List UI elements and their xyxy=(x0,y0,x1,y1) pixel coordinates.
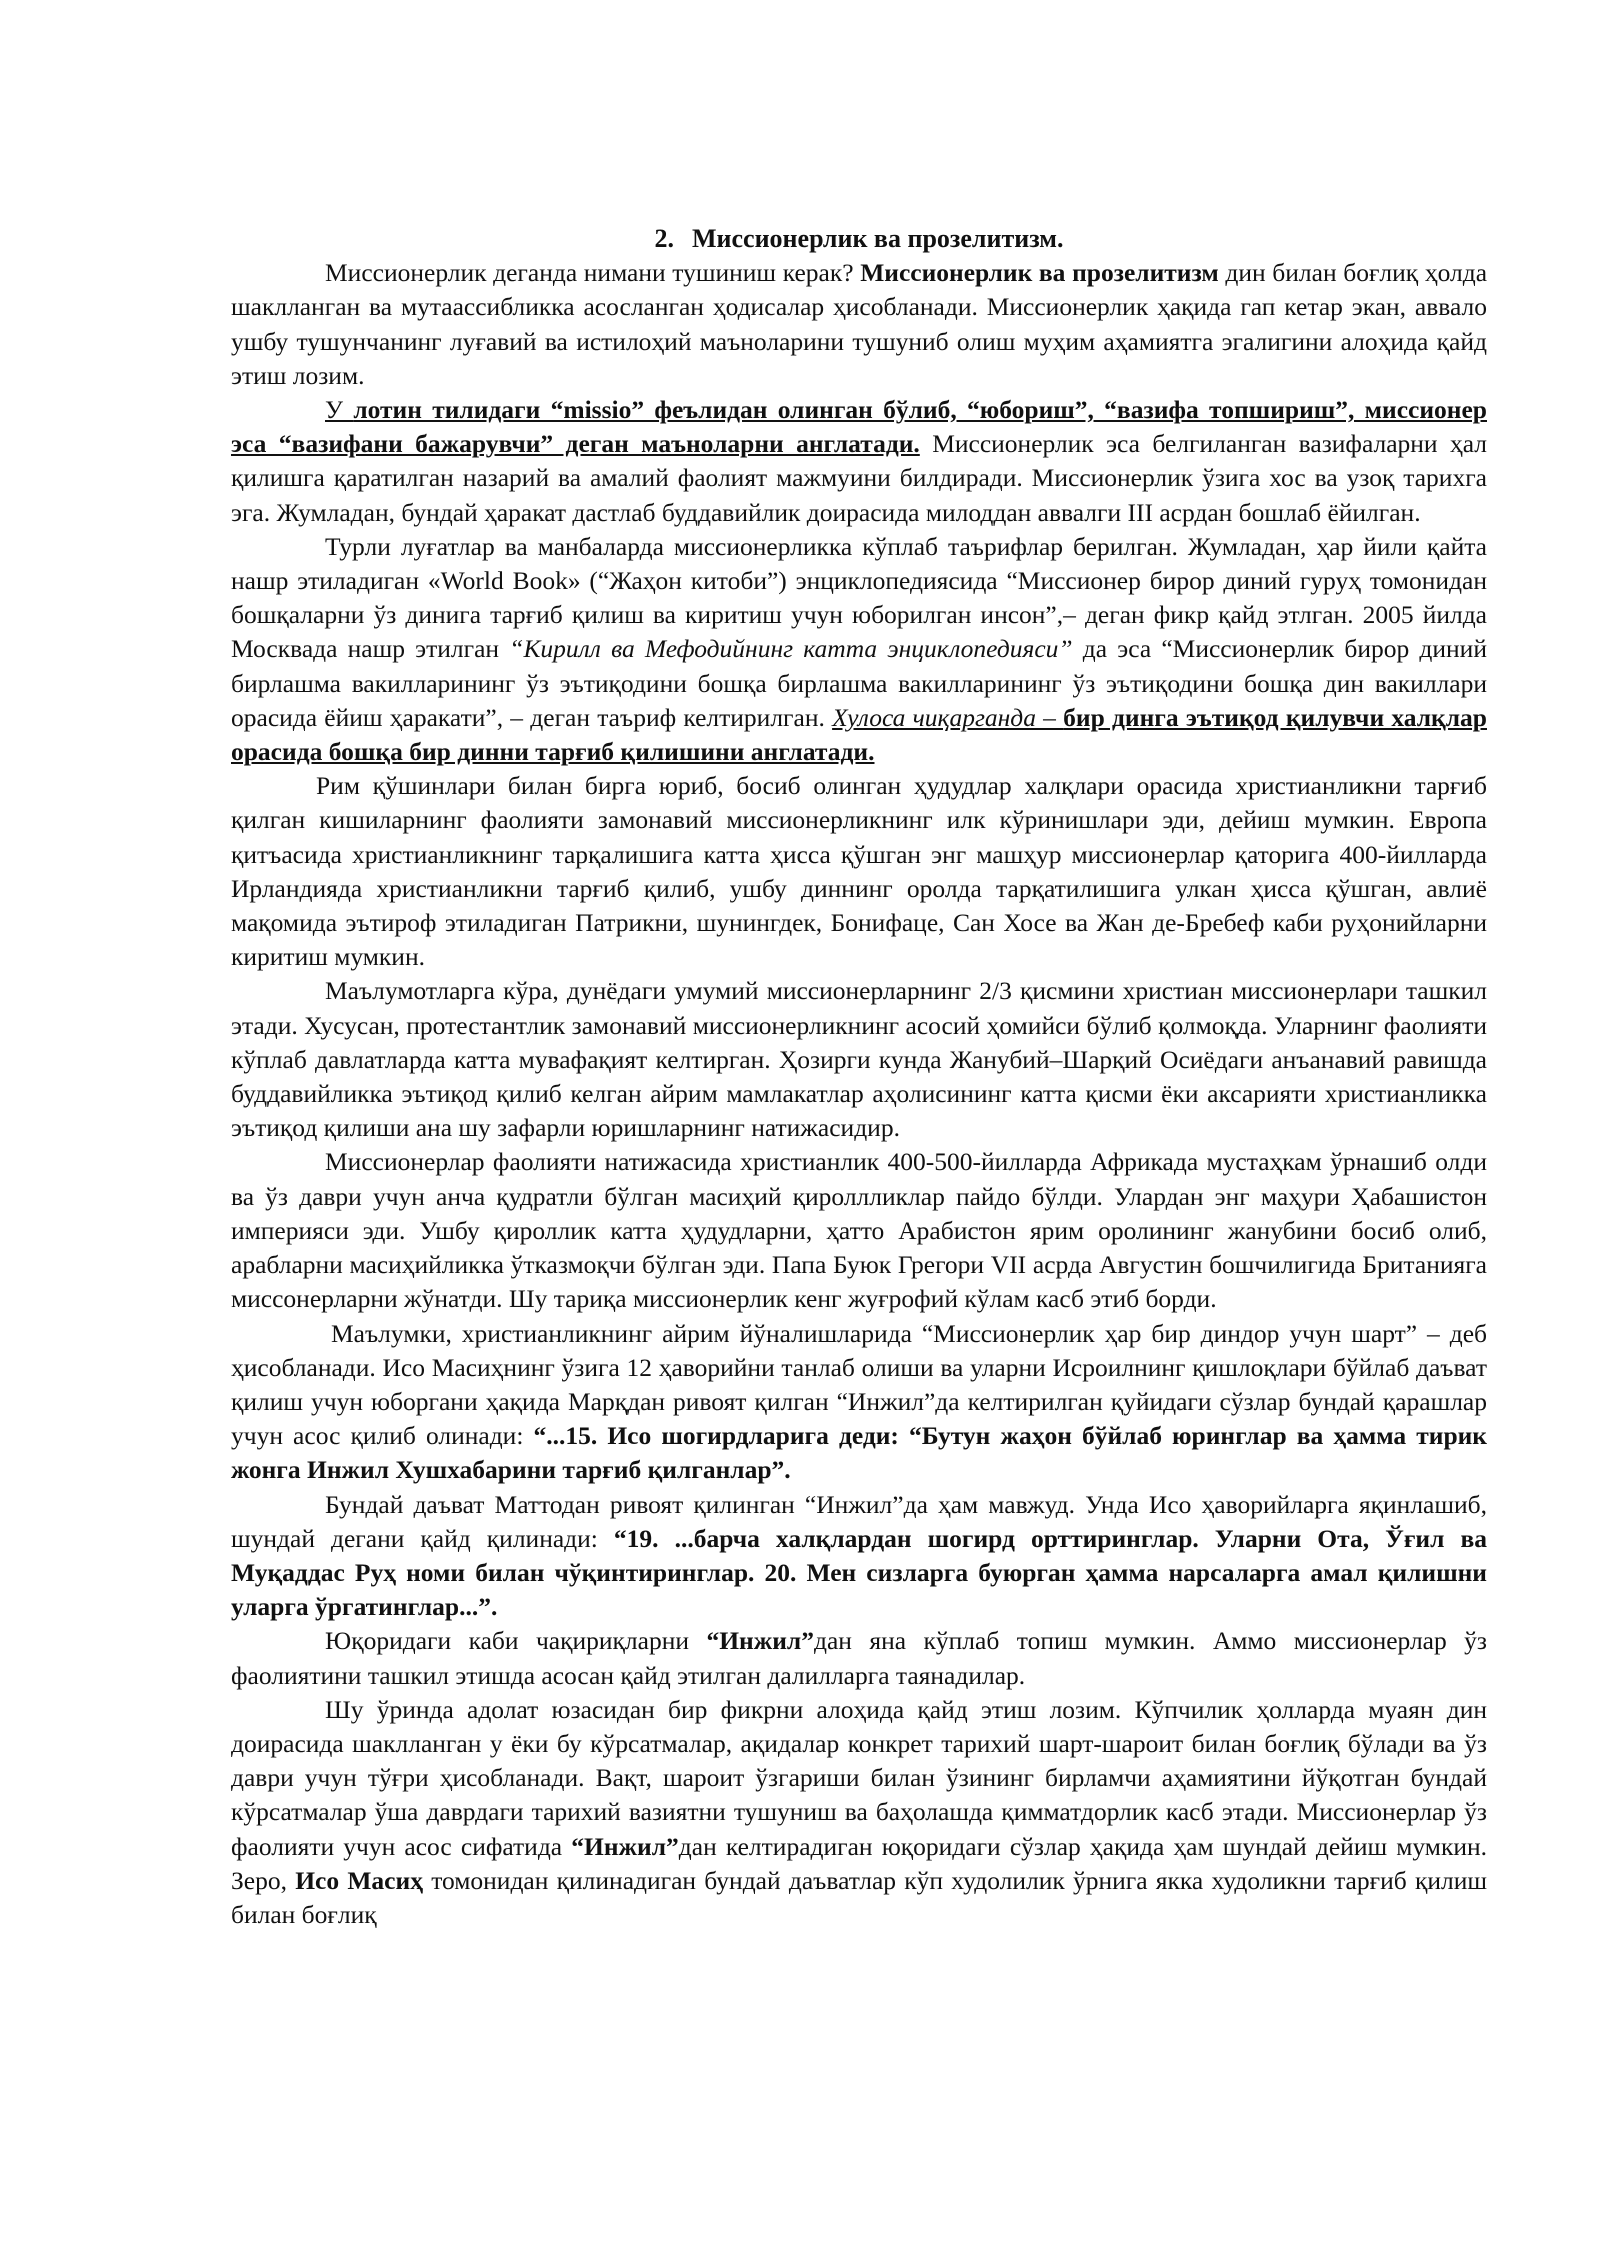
paragraph-9-text-c: дан яна кўплаб топиш мумкин. Аммо миссионерлар ўз фаолиятини ташкил этишда асосан қайд этилган далилларга таянадилар. xyxy=(231,1626,1487,1690)
paragraph-9-bold-term: “Инжил” xyxy=(706,1626,814,1656)
paragraph-1 xyxy=(231,256,1487,393)
paragraph-7 xyxy=(231,1317,1487,1488)
paragraph-10 xyxy=(231,1693,1487,1932)
paragraph-3-text-c: да эса “Миссионерлик бирор диний бирлашма вакилларининг ўз эътиқодини бошқа бирлашма вакилларининг ўз эътиқодини бошқа дин вакиллари орасида ёйиш ҳаракати”, – деган таъриф келтирилган. xyxy=(231,634,1487,732)
paragraph-7-bold-quote: “...15. Исо шогирдларига деди: “Бутун жаҳон бўйлаб юринглар ва ҳамма тирик жонга Инжил Хушхабарини тарғиб қилганлар”. xyxy=(231,1421,1488,1485)
section-number: 2. xyxy=(654,224,674,253)
paragraph-3-conclusion-lead: Хулоса чиқарганда – xyxy=(832,702,1064,732)
paragraph-2 xyxy=(231,393,1487,530)
paragraph-8-text-a: Бундай даъват Маттодан ривоят қилинган “Инжил”да ҳам мавжуд. Унда Исо ҳаворийларга яқинлашиб, шундай дегани қайд қилинади: xyxy=(231,1489,1487,1553)
paragraph-1-bold-term: Миссионерлик ва прозелитизм xyxy=(860,258,1219,288)
paragraph-9-text-a: Юқоридаги каби чақириқларни xyxy=(325,1626,707,1656)
paragraph-8 xyxy=(231,1488,1487,1625)
paragraph-1-text-c: дин билан боғлиқ ҳолда шаклланган ва мутаассибликка асосланган ҳодисалар ҳисобланади. Миссионерлик ҳақида гап кетар экан, аввало ушбу тушунчанинг луғавий ва истилоҳий маъноларини тушуниб олиш муҳим аҳамиятга эгалигини алоҳида қайд этиш лозим. xyxy=(231,258,1488,390)
paragraph-10-text-a: Шу ўринда адолат юзасидан бир фикрни алоҳида қайд этиш лозим. Кўпчилик ҳолларда муаян дин доирасида шаклланган у ёки бу кўрсатмалар, ақидалар конкрет тарихий шарт-шароит билан боғлиқ бўлади ва ўз даври учун тўғри ҳисобланади. Вақт, шароит ўзгариши билан ўзининг бирламчи аҳамиятини йўқотган бундай кўрсатмалар ўша даврдаги тарихий вазиятни тушуниш ва баҳолашда қимматдорлик касб этади. Миссионерлар ўз фаолияти учун асос сифатида xyxy=(231,1694,1487,1861)
paragraph-6: Миссионерлар фаолияти натижасида христианлик 400-500-йилларда Африкада мустаҳкам ўрнашиб олди ва ўз даври учун анча қудратли бўлган масиҳий қироллликлар пайдо бўлди. Улардан энг маҳури Ҳабашистон империяси эди. Ушбу қироллик катта ҳудудларни, ҳатто Арабистон ярим оролининг жанубини босиб олиб, арабларни масиҳийликка ўтказмоқчи бўлган эди. Папа Буюк Грегори VII асрда Августин бошчилигида Британияга миссонерларни жўнатди. Шу тариқа миссионерлик кенг жуғрофий кўлам касб этиб борди. xyxy=(231,1147,1487,1314)
paragraph-2-text-c: Миссионерлик эса белгиланган вазифаларни ҳал қилишга қаратилган назарий ва амалий фаолият мажмуини билдиради. Миссионерлик ўзига хос ва узоқ тарихга эга. Жумладан, бундай ҳаракат дастлаб буддавийлик доирасида милоддан аввалги III асрдан бошлаб ёйилган. xyxy=(231,429,1487,527)
paragraph-1-text-a: Миссионерлик деганда нимани тушиниш керак? xyxy=(325,258,861,288)
paragraph-2-text-a: У xyxy=(325,395,354,425)
paragraph-9 xyxy=(231,1624,1487,1692)
paragraph-8-bold-quote: “19. ...барча халқлардан шогирд орттиринглар. Уларни Ота, Ўғил ва Муқаддас Руҳ номи билан чўқинтиринглар. 20. Мен сизларга буюрган ҳамма нарсаларга амал қилишни уларга ўргатинглар...”. xyxy=(231,1523,1487,1622)
paragraph-7-text-a: Маълумки, христианликнинг айрим йўналишларида “Миссионерлик ҳар бир диндор учун шарт” – деб ҳисобланади. Исо Масиҳнинг ўзига 12 ҳаворийни танлаб олиши ва уларни Исроилнинг қишлоқлари бўйлаб даъват қилиш учун юборгани ҳақида Марқдан ривоят қилган “Инжил”да келтирилган қуйидаги сўзлар бундай қарашлар учун асос қилиб олинади: xyxy=(231,1318,1487,1451)
paragraph-3 xyxy=(231,530,1487,769)
paragraph-3-italic-source: “Кирилл ва Мефодийнинг катта энциклопедияси” xyxy=(509,634,1073,664)
section-heading xyxy=(231,222,1487,256)
paragraph-10-bold-name: Исо Масиҳ xyxy=(295,1865,423,1895)
document-body xyxy=(231,222,1487,1932)
paragraph-5: Маълумотларга кўра, дунёдаги умумий миссионерларнинг 2/3 қисмини христиан миссионерлари ташкил этади. Хусусан, протестантлик замонавий миссионерликнинг асосий ҳомийси бўлиб қолмоқда. Уларнинг фаолияти кўплаб давлатларда катта мувафақият келтирган. Ҳозирги кунда Жанубий–Шарқий Осиёдаги анъанавий равишда буддавийликка эътиқод қилиб келган айрим мамлакатлар аҳолисининг катта қисми ёки аксарияти христианликка эътиқод қилиши ана шу зафарли юришларнинг натижасидир. xyxy=(231,976,1487,1143)
paragraph-3-bold-conclusion: бир динга эътиқод қилувчи халқлар орасида бошқа бир динни тарғиб қилишини англатади. xyxy=(231,702,1487,767)
paragraph-3-text-a: Турли луғатлар ва манбаларда миссионерликка кўплаб таърифлар берилган. Жумладан, ҳар йили қайта нашр этиладиган «World Book» (“Жаҳон китоби”) энциклопедиясида “Миссионер бирор диний гуруҳ томонидан бошқаларни ўз динига тарғиб қилиш ва киритиш учун юборилган инсон”,– деган фикр қайд этлган. 2005 йилда Москвада нашр этилган xyxy=(231,531,1487,664)
paragraph-10-text-e: томонидан қилинадиган бундай даъватлар кўп худолилик ўрнига якка худоликни тарғиб қилиш билан боғлиқ xyxy=(231,1865,1487,1929)
paragraph-10-bold-term: “Инжил” xyxy=(571,1831,679,1861)
paragraph-2-bold-definition: лотин тилидаги “missio” феълидан олинган бўлиб, “юбориш”, “вазифа топшириш”, миссионер эса “вазифани бажарувчи” деган маъноларни англатади. xyxy=(231,395,1487,459)
paragraph-10-text-c: дан келтирадиган юқоридаги сўзлар ҳақида ҳам шундай дейиш мумкин. Зеро, xyxy=(231,1831,1487,1895)
paragraph-4: Рим қўшинлари билан бирга юриб, босиб олинган ҳудудлар халқлари орасида христианликни тарғиб қилган кишиларнинг фаолияти замонавий миссионерликнинг илк кўринишлари эди, дейиш мумкин. Европа қитъасида христианликнинг тарқалишига катта ҳисса қўшган энг машҳур миссионерлар қаторига 400-йилларда Ирландияда христианликни тарғиб қилиб, ушбу диннинг оролда тарқатилишига улкан ҳисса қўшган, авлиё мақомида эътироф этиладиган Патрикни, шунингдек, Бонифаце, Сан Хосе ва Жан де-Бребеф каби руҳонийларни киритиш мумкин. xyxy=(231,771,1487,972)
section-title: Миссионерлик ва прозелитизм. xyxy=(691,224,1064,253)
